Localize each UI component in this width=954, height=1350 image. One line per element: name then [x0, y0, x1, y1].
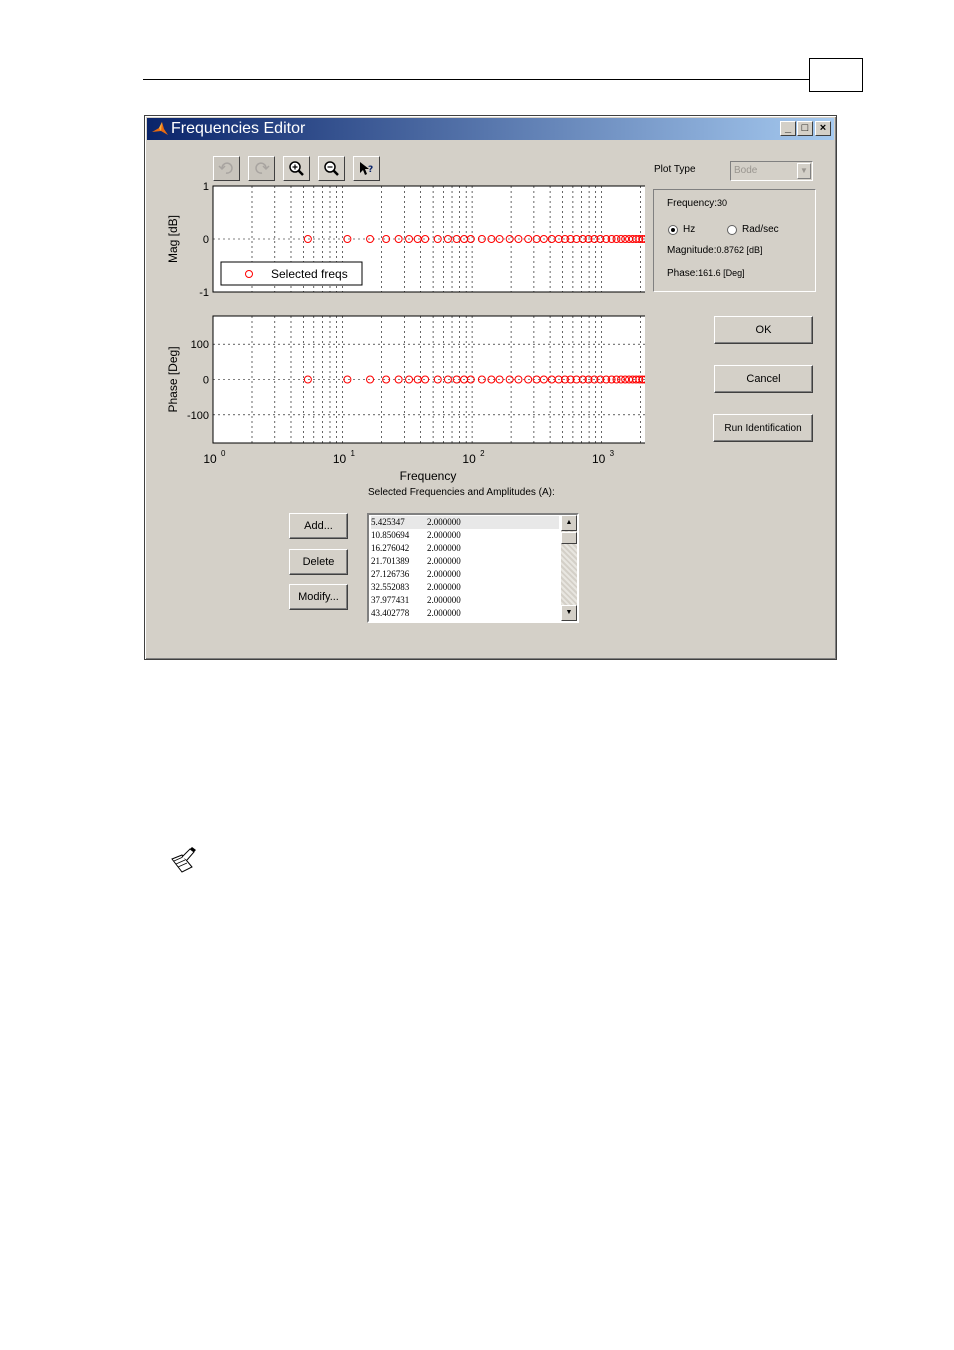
list-item-amplitude: 2.000000	[427, 569, 461, 579]
frequency-readout: Frequency:30	[667, 198, 728, 209]
hz-radio[interactable]	[668, 225, 678, 235]
list-scrollbar[interactable]	[561, 515, 577, 621]
list-item-frequency: 27.126736	[371, 569, 410, 579]
delete-button[interactable]: Delete	[289, 549, 348, 575]
list-item-amplitude: 2.000000	[427, 530, 461, 540]
list-item[interactable]	[371, 568, 559, 581]
close-button[interactable]: ×	[815, 121, 831, 136]
list-item[interactable]	[371, 607, 559, 620]
list-item[interactable]	[371, 529, 559, 542]
list-title: Selected Frequencies and Amplitudes (A):	[368, 487, 555, 498]
list-item[interactable]	[371, 594, 559, 607]
y-axis-label: Phase [Deg]	[166, 346, 180, 413]
list-item-amplitude: 2.000000	[427, 595, 461, 605]
magnitude-readout: Magnitude:0.8762 [dB]	[667, 245, 763, 256]
list-item-frequency: 16.276042	[371, 543, 410, 553]
y-axis-label: Mag [dB]	[166, 214, 180, 264]
list-item-amplitude: 2.000000	[427, 582, 461, 592]
x-tick-label: 10	[203, 452, 217, 466]
y-tick-label: 1	[202, 181, 209, 193]
frequencies-editor-window	[144, 115, 837, 660]
plot-type-label: Plot Type	[654, 164, 696, 175]
chevron-down-icon[interactable]: ▼	[797, 163, 811, 179]
plot-type-value: Bode	[734, 165, 758, 176]
x-tick-label: 10	[332, 452, 347, 466]
x-tick-exponent: 2	[480, 449, 485, 458]
y-tick-label: 100	[190, 339, 209, 352]
legend-entry: Selected freqs	[271, 267, 348, 281]
run-identification-button[interactable]: Run Identification	[713, 414, 813, 442]
list-item-amplitude: 2.000000	[427, 608, 461, 618]
list-item-amplitude: 2.000000	[427, 556, 461, 566]
minimize-button[interactable]: _	[780, 121, 796, 136]
x-tick-exponent: 3	[609, 449, 615, 458]
list-item-frequency: 21.701389	[371, 556, 410, 566]
list-item-frequency: 32.552083	[371, 582, 410, 592]
hz-radio-label: Hz	[683, 224, 696, 235]
maximize-button[interactable]: □	[797, 121, 813, 136]
scroll-down-icon[interactable]: ▼	[561, 605, 577, 621]
list-item-frequency: 5.425347	[371, 517, 405, 527]
list-item[interactable]	[371, 516, 559, 529]
frequencies-list[interactable]	[367, 513, 579, 623]
add-button[interactable]: Add...	[289, 513, 348, 539]
x-tick-exponent: 1	[350, 449, 355, 458]
list-item-amplitude: 2.000000	[427, 517, 461, 527]
ok-button[interactable]: OK	[714, 316, 813, 344]
x-axis-label: Frequency	[399, 469, 457, 483]
scroll-thumb[interactable]	[561, 532, 577, 544]
info-panel	[653, 189, 816, 292]
phase-readout: Phase:161.6 [Deg]	[667, 268, 745, 279]
x-tick-label: 10	[462, 452, 476, 466]
svg-text:?: ?	[368, 165, 374, 175]
header-rule	[143, 79, 809, 80]
scroll-up-icon[interactable]: ▲	[561, 515, 577, 531]
y-tick-label: -100	[186, 409, 209, 422]
plot-type-select[interactable]	[730, 161, 813, 181]
modify-button[interactable]: Modify...	[289, 584, 348, 610]
window-title: Frequencies Editor	[171, 120, 306, 137]
list-item[interactable]	[371, 581, 559, 594]
list-item-frequency: 10.850694	[371, 530, 410, 540]
list-item[interactable]	[371, 555, 559, 568]
cancel-button[interactable]: Cancel	[714, 365, 813, 393]
x-tick-label: 10	[591, 452, 606, 466]
list-item-frequency: 43.402778	[371, 608, 410, 618]
y-tick-label: 0	[202, 374, 209, 387]
y-tick-label: 0	[202, 234, 209, 246]
rad-sec-radio-label: Rad/sec	[742, 224, 779, 235]
rad-sec-radio[interactable]	[727, 225, 737, 235]
page-number-box	[809, 58, 863, 92]
list-item-amplitude: 2.000000	[427, 543, 461, 553]
list-item-frequency: 37.977431	[371, 595, 410, 605]
x-tick-exponent: 0	[221, 449, 226, 458]
y-tick-label: -1	[199, 287, 209, 299]
bode-plot[interactable]	[145, 116, 645, 496]
note-pad-icon	[168, 845, 200, 877]
list-item[interactable]	[371, 542, 559, 555]
